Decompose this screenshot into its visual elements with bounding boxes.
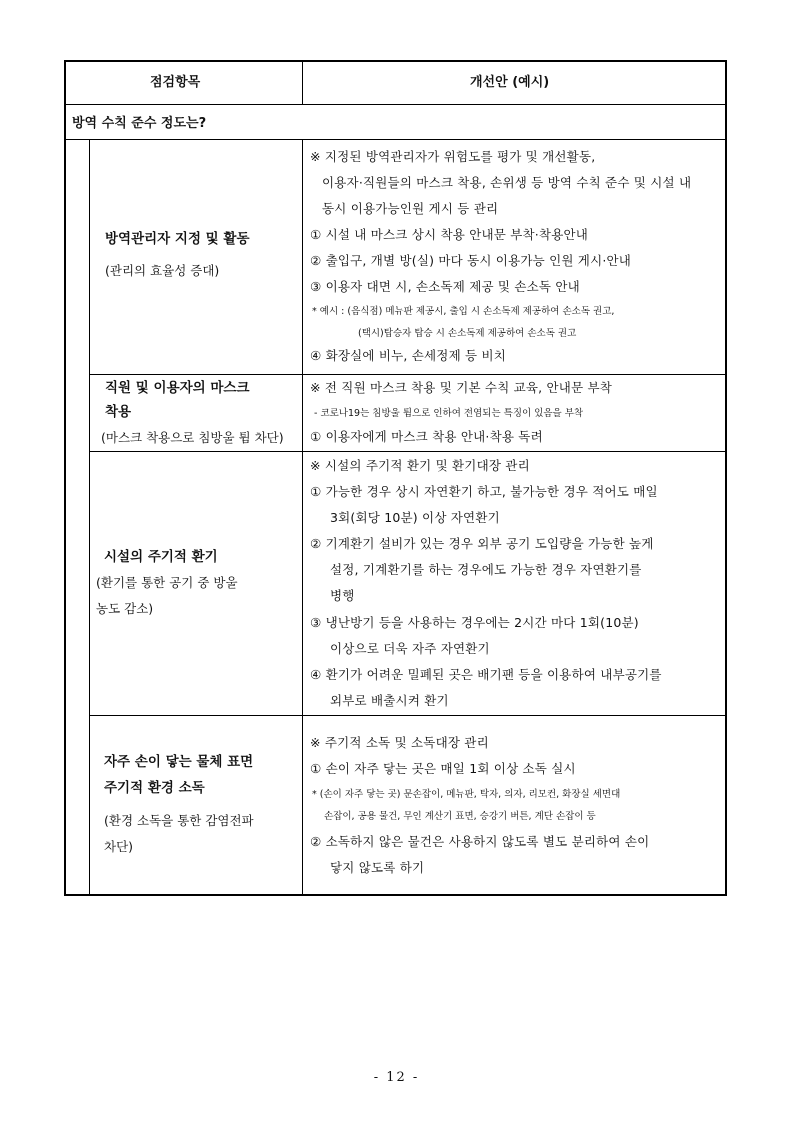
row1-line: ① 시설 내 마스크 상시 착용 안내문 부착·착용안내 [310, 227, 589, 242]
row3-line: ① 가능한 경우 상시 자연환기 하고, 불가능한 경우 적어도 매일 [310, 484, 658, 499]
indent-column-divider [89, 139, 90, 894]
row1-note: (택시)탑승자 탑승 시 손소독제 제공하여 손소독 권고 [358, 328, 577, 339]
header-col-item: 점검항목 [150, 75, 201, 90]
row4-line: ① 손이 자주 닿는 곳은 매일 1회 이상 소독 실시 [310, 761, 576, 776]
row4-item-title-cont: 주기적 환경 소독 [104, 780, 205, 796]
row3-item-sub-cont: 농도 감소) [96, 601, 154, 616]
row3-line: 3회(회당 10분) 이상 자연환기 [330, 510, 500, 525]
row-divider-1 [89, 374, 725, 375]
row2-item-title: 직원 및 이용자의 마스크 [105, 380, 250, 396]
row3-line: 설정, 기계환기를 하는 경우에도 가능한 경우 자연환기를 [330, 562, 642, 577]
row2-item-title-cont: 착용 [105, 404, 132, 420]
header-divider [66, 104, 725, 105]
row4-item-sub-cont: 차단) [104, 839, 134, 854]
page-number: - 12 - [373, 1070, 420, 1085]
row3-line: ④ 환기가 어려운 밀폐된 곳은 배기팬 등을 이용하여 내부공기를 [310, 667, 662, 682]
row1-item-sub: (관리의 효율성 증대) [105, 263, 220, 278]
row-divider-3 [89, 715, 725, 716]
row-divider-2 [89, 451, 725, 452]
row3-item-sub: (환기를 통한 공기 중 방울 [96, 575, 238, 590]
row1-item-title: 방역관리자 지정 및 활동 [105, 231, 250, 247]
row4-item-title: 자주 손이 닿는 물체 표면 [104, 754, 254, 770]
row1-line: ※ 지정된 방역관리자가 위험도를 평가 및 개선활동, [310, 149, 596, 164]
row2-line: ① 이용자에게 마스크 착용 안내·착용 독려 [310, 429, 543, 444]
row3-line: 병행 [330, 588, 355, 603]
row2-item-sub: (마스크 착용으로 침방울 튐 차단) [101, 430, 284, 445]
section-title: 방역 수칙 준수 정도는? [72, 116, 207, 131]
header-col-improvement: 개선안 (예시) [470, 75, 550, 90]
row4-line: ② 소독하지 않은 물건은 사용하지 않도록 별도 분리하여 손이 [310, 834, 650, 849]
row1-line: ③ 이용자 대면 시, 손소독제 제공 및 손소독 안내 [310, 279, 580, 294]
row4-line: 닿지 않도록 하기 [330, 860, 425, 875]
row4-note: * (손이 자주 닿는 곳) 문손잡이, 메뉴판, 탁자, 의자, 리모컨, 화장실 세면대 [312, 789, 621, 800]
row4-note: 손잡이, 공용 물건, 무인 계산기 표면, 승강기 버튼, 계단 손잡이 등 [324, 811, 596, 822]
row1-line: ② 출입구, 개별 방(실) 마다 동시 이용가능 인원 게시·안내 [310, 253, 632, 268]
row1-line: 이용자·직원들의 마스크 착용, 손위생 등 방역 수칙 준수 및 시설 내 [322, 175, 692, 190]
header-column-divider [302, 62, 303, 104]
row3-line: 이상으로 더욱 자주 자연환기 [330, 641, 490, 656]
row3-line: ※ 시설의 주기적 환기 및 환기대장 관리 [310, 458, 530, 473]
row4-line: ※ 주기적 소독 및 소독대장 관리 [310, 735, 489, 750]
row2-line: ※ 전 직원 마스크 착용 및 기본 수칙 교육, 안내문 부착 [310, 380, 613, 395]
row3-line: ③ 냉난방기 등을 사용하는 경우에는 2시간 마다 1회(10분) [310, 615, 639, 630]
row1-line: ④ 화장실에 비누, 손세정제 등 비치 [310, 348, 507, 363]
row1-note: * 예시 : (음식점) 메뉴판 제공시, 출입 시 손소독제 제공하여 손소독 권고, [312, 306, 615, 317]
section-divider [66, 139, 725, 140]
row2-note: - 코로나19는 침방울 튐으로 인하여 전염되는 특징이 있음을 부착 [314, 408, 584, 419]
row3-item-title: 시설의 주기적 환기 [104, 549, 218, 565]
row3-line: 외부로 배출시켜 환기 [330, 693, 449, 708]
row1-line: 동시 이용가능인원 게시 등 관리 [322, 201, 499, 216]
body-column-divider [302, 139, 303, 894]
row4-item-sub: (환경 소독을 통한 감염전파 [104, 813, 254, 828]
row3-line: ② 기계환기 설비가 있는 경우 외부 공기 도입량을 가능한 높게 [310, 536, 654, 551]
